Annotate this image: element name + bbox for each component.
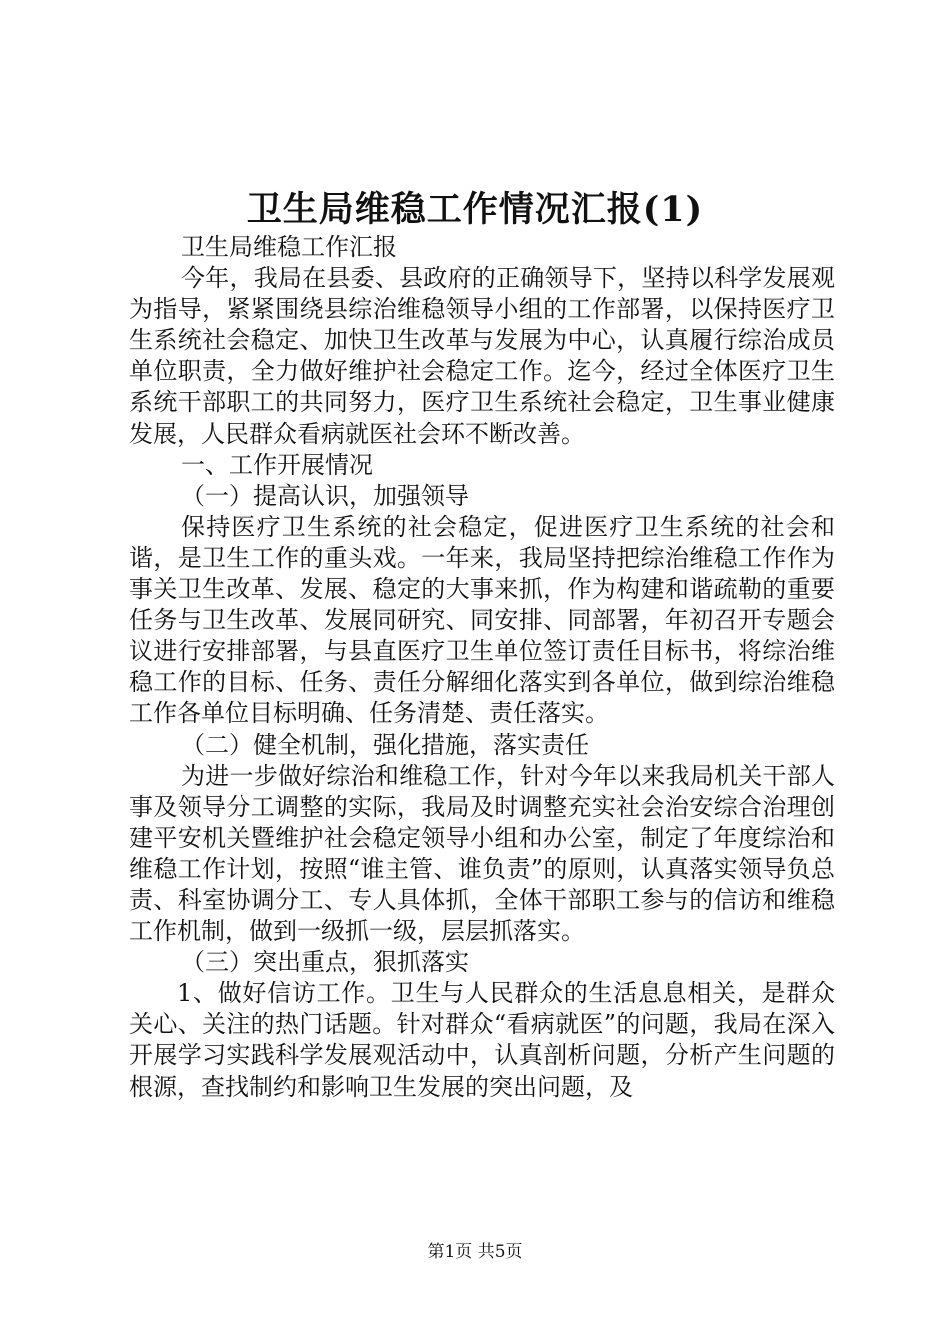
subsection-heading-1: （一）提高认识，加强领导 [181, 481, 469, 510]
document-body [129, 232, 835, 1103]
body-paragraph: 为进一步做好综治和维稳工作，针对今年以来我局机关干部人事及领导分工调整的实际，我局及时调整充实社会治安综合治理创建平安机关暨维护社会稳定领导小组和办公室，制定了年度综治和维稳工作计划，按照“谁主管、谁负责”的原则，认真落实领导负总责、科室协调分工、专人具体抓，全体干部职工参与的信访和维稳工作机制，做到一级抓一级，层层抓落实。 [129, 761, 835, 946]
subsection-heading-3: （三）突出重点，狠抓落实 [181, 948, 469, 977]
document-title: 卫生局维稳工作情况汇报(1) [246, 189, 704, 230]
intro-paragraph: 今年，我局在县委、县政府的正确领导下，坚持以科学发展观为指导，紧紧围绕县综治维稳领导小组的工作部署，以保持医疗卫生系统社会稳定、加快卫生改革与发展为中心，认真履行综治成员单位职责，全力做好维护社会稳定工作。迄今，经过全体医疗卫生系统干部职工的共同努力，医疗卫生系统社会稳定，卫生事业健康发展，人民群众看病就医社会环不断改善。 [129, 264, 835, 448]
page-number-footer: 第1页 共5页 [427, 1242, 523, 1262]
section-heading: 一、工作开展情况 [181, 450, 373, 479]
numbered-item-paragraph: 1、做好信访工作。卫生与人民群众的生活息息相关，是群众关心、关注的热门话题。针对群众“看病就医”的问题，我局在深入开展学习实践科学发展观活动中，认真剖析问题，分析产生问题的根源，查找制约和影响卫生发展的突出问题，及 [129, 979, 835, 1101]
body-paragraph: 保持医疗卫生系统的社会稳定，促进医疗卫生系统的社会和谐，是卫生工作的重头戏。一年来，我局坚持把综治维稳工作作为事关卫生改革、发展、稳定的大事来抓，作为构建和谐疏勒的重要任务与卫生改革、发展同研究、同安排、同部署，年初召开专题会议进行安排部署，与县直医疗卫生单位签订责任目标书，将综治维稳工作的目标、任务、责任分解细化落实到各单位，做到综治维稳工作各单位目标明确、任务清楚、责任落实。 [129, 512, 835, 728]
subsection-heading-2: （二）健全机制，强化措施，落实责任 [181, 730, 589, 759]
subtitle-paragraph: 卫生局维稳工作汇报 [181, 233, 397, 261]
